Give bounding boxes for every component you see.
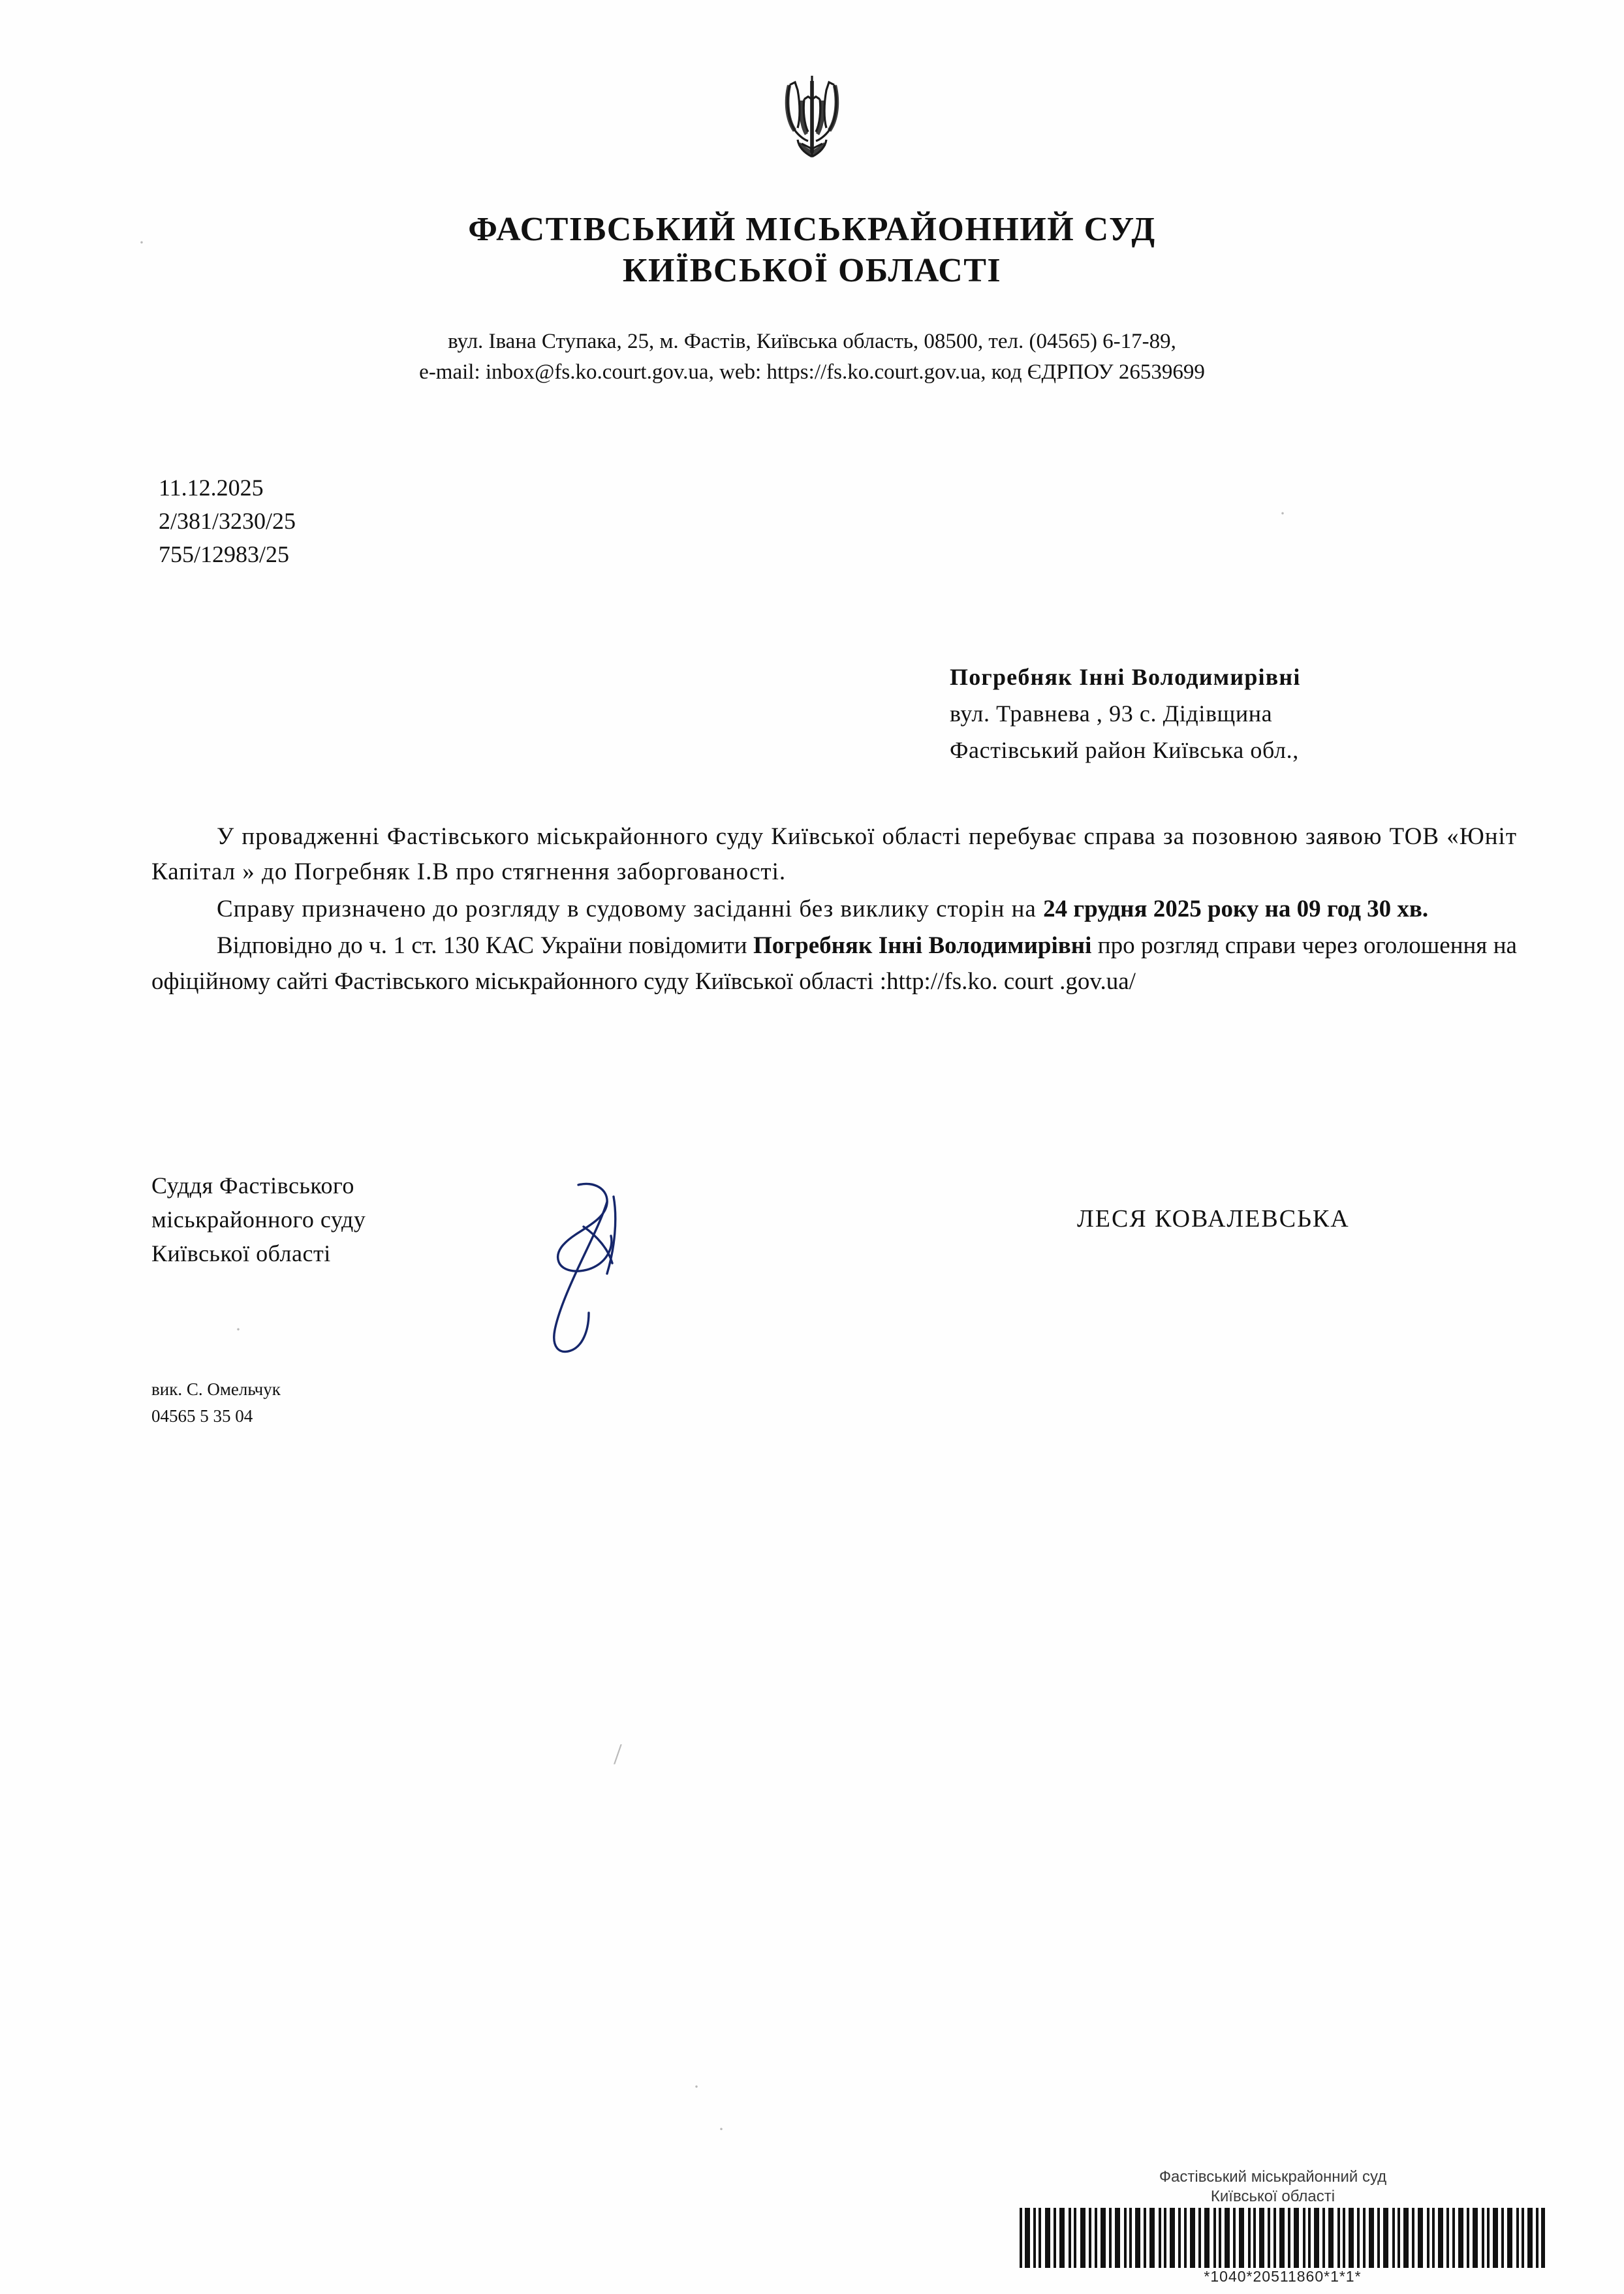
paragraph-notice-text1: Відповідно до ч. 1 ст. 130 КАС України повідомити [217,932,754,960]
emblem-container [0,71,1624,172]
paragraph-hearing-text: Справу призначено до розгляду в судовому засіданні без виклику сторін на [217,895,1044,922]
court-contact-line2: e-mail: inbox@fs.ko.court.gov.ua, web: https://fs.ko.court.gov.ua, код ЄДРПОУ 26539699 [419,360,1205,384]
scan-artifact: · [718,2118,725,2140]
paragraph-case-info [151,819,1517,890]
court-contact-block [0,326,1624,388]
executor-block [151,1376,281,1429]
barcode-text: *1040*20511860*1*1* [1204,2268,1362,2285]
stamp-caption-line1: Фастівський міськрайонний суд [1159,2168,1387,2186]
addressee-address-line1: вул. Травнева , 93 с. Дідівщина [950,700,1273,727]
barcode-code39 [1018,2208,1547,2268]
reference-block [159,471,296,571]
scan-artifact: · [235,1319,242,1340]
addressee-address-line2: Фастівський район Київська обл., [950,736,1299,763]
notice-addressee-name: Погребняк Інні Володимирівні [753,932,1092,960]
signer-role-block [151,1169,366,1271]
document-number: 755/12983/25 [159,541,290,568]
paragraph-hearing [151,892,1517,927]
case-number: 2/381/3230/25 [159,508,296,535]
executor-name: вик. С. Омельчук [151,1379,281,1399]
scan-artifact: · [693,2076,700,2098]
scan-artifact: · [1279,503,1286,524]
addressee-block [950,659,1537,768]
page-title [0,209,1624,292]
signer-name: ЛЕСЯ КОВАЛЕВСЬКА [1077,1205,1350,1233]
stamp-caption-line2: Київської області [1210,2188,1335,2205]
court-title-line1: ФАСТІВСЬКИЙ МІСЬКРАЙОННИЙ СУД [468,211,1156,248]
paragraph-notice-text2: про розгляд справи через оголошення на офіційному сайті Фастівського міськрайонного суду Київської області :http://fs.ko. court .gov.ua/ [151,932,1517,995]
signer-role-line2: міськрайонного суду [151,1206,366,1233]
body-text [151,819,1517,1001]
court-contact-line1: вул. Івана Ступака, 25, м. Фастів, Київська область, 08500, тел. (04565) 6-17-89, [448,330,1176,353]
paragraph-notice [151,928,1517,999]
addressee-name: Погребняк Інні Володимирівні [950,664,1301,690]
ukraine-trident-emblem [775,71,849,168]
handwritten-signature [516,1159,711,1374]
hearing-datetime: 24 грудня 2025 року на 09 год 30 хв. [1043,895,1429,922]
scan-artifact: · [138,232,145,253]
scan-artifact: / [614,1737,622,1770]
stamp-caption [1110,2167,1436,2207]
document-date: 11.12.2025 [159,475,264,501]
paragraph-case-info-text: У провадженні Фастівського міськрайонного суду Київської області перебуває справа за позовною заявою ТОВ «Юніт Капітал » до Погребняк І.В про стягнення заборгованості. [151,823,1517,886]
executor-phone: 04565 5 35 04 [151,1406,253,1426]
signer-role-line1: Суддя Фастівського [151,1172,354,1199]
court-title-line2: КИЇВСЬКОЇ ОБЛАСТІ [622,252,1002,290]
signer-role-line3: Київської області [151,1240,331,1267]
